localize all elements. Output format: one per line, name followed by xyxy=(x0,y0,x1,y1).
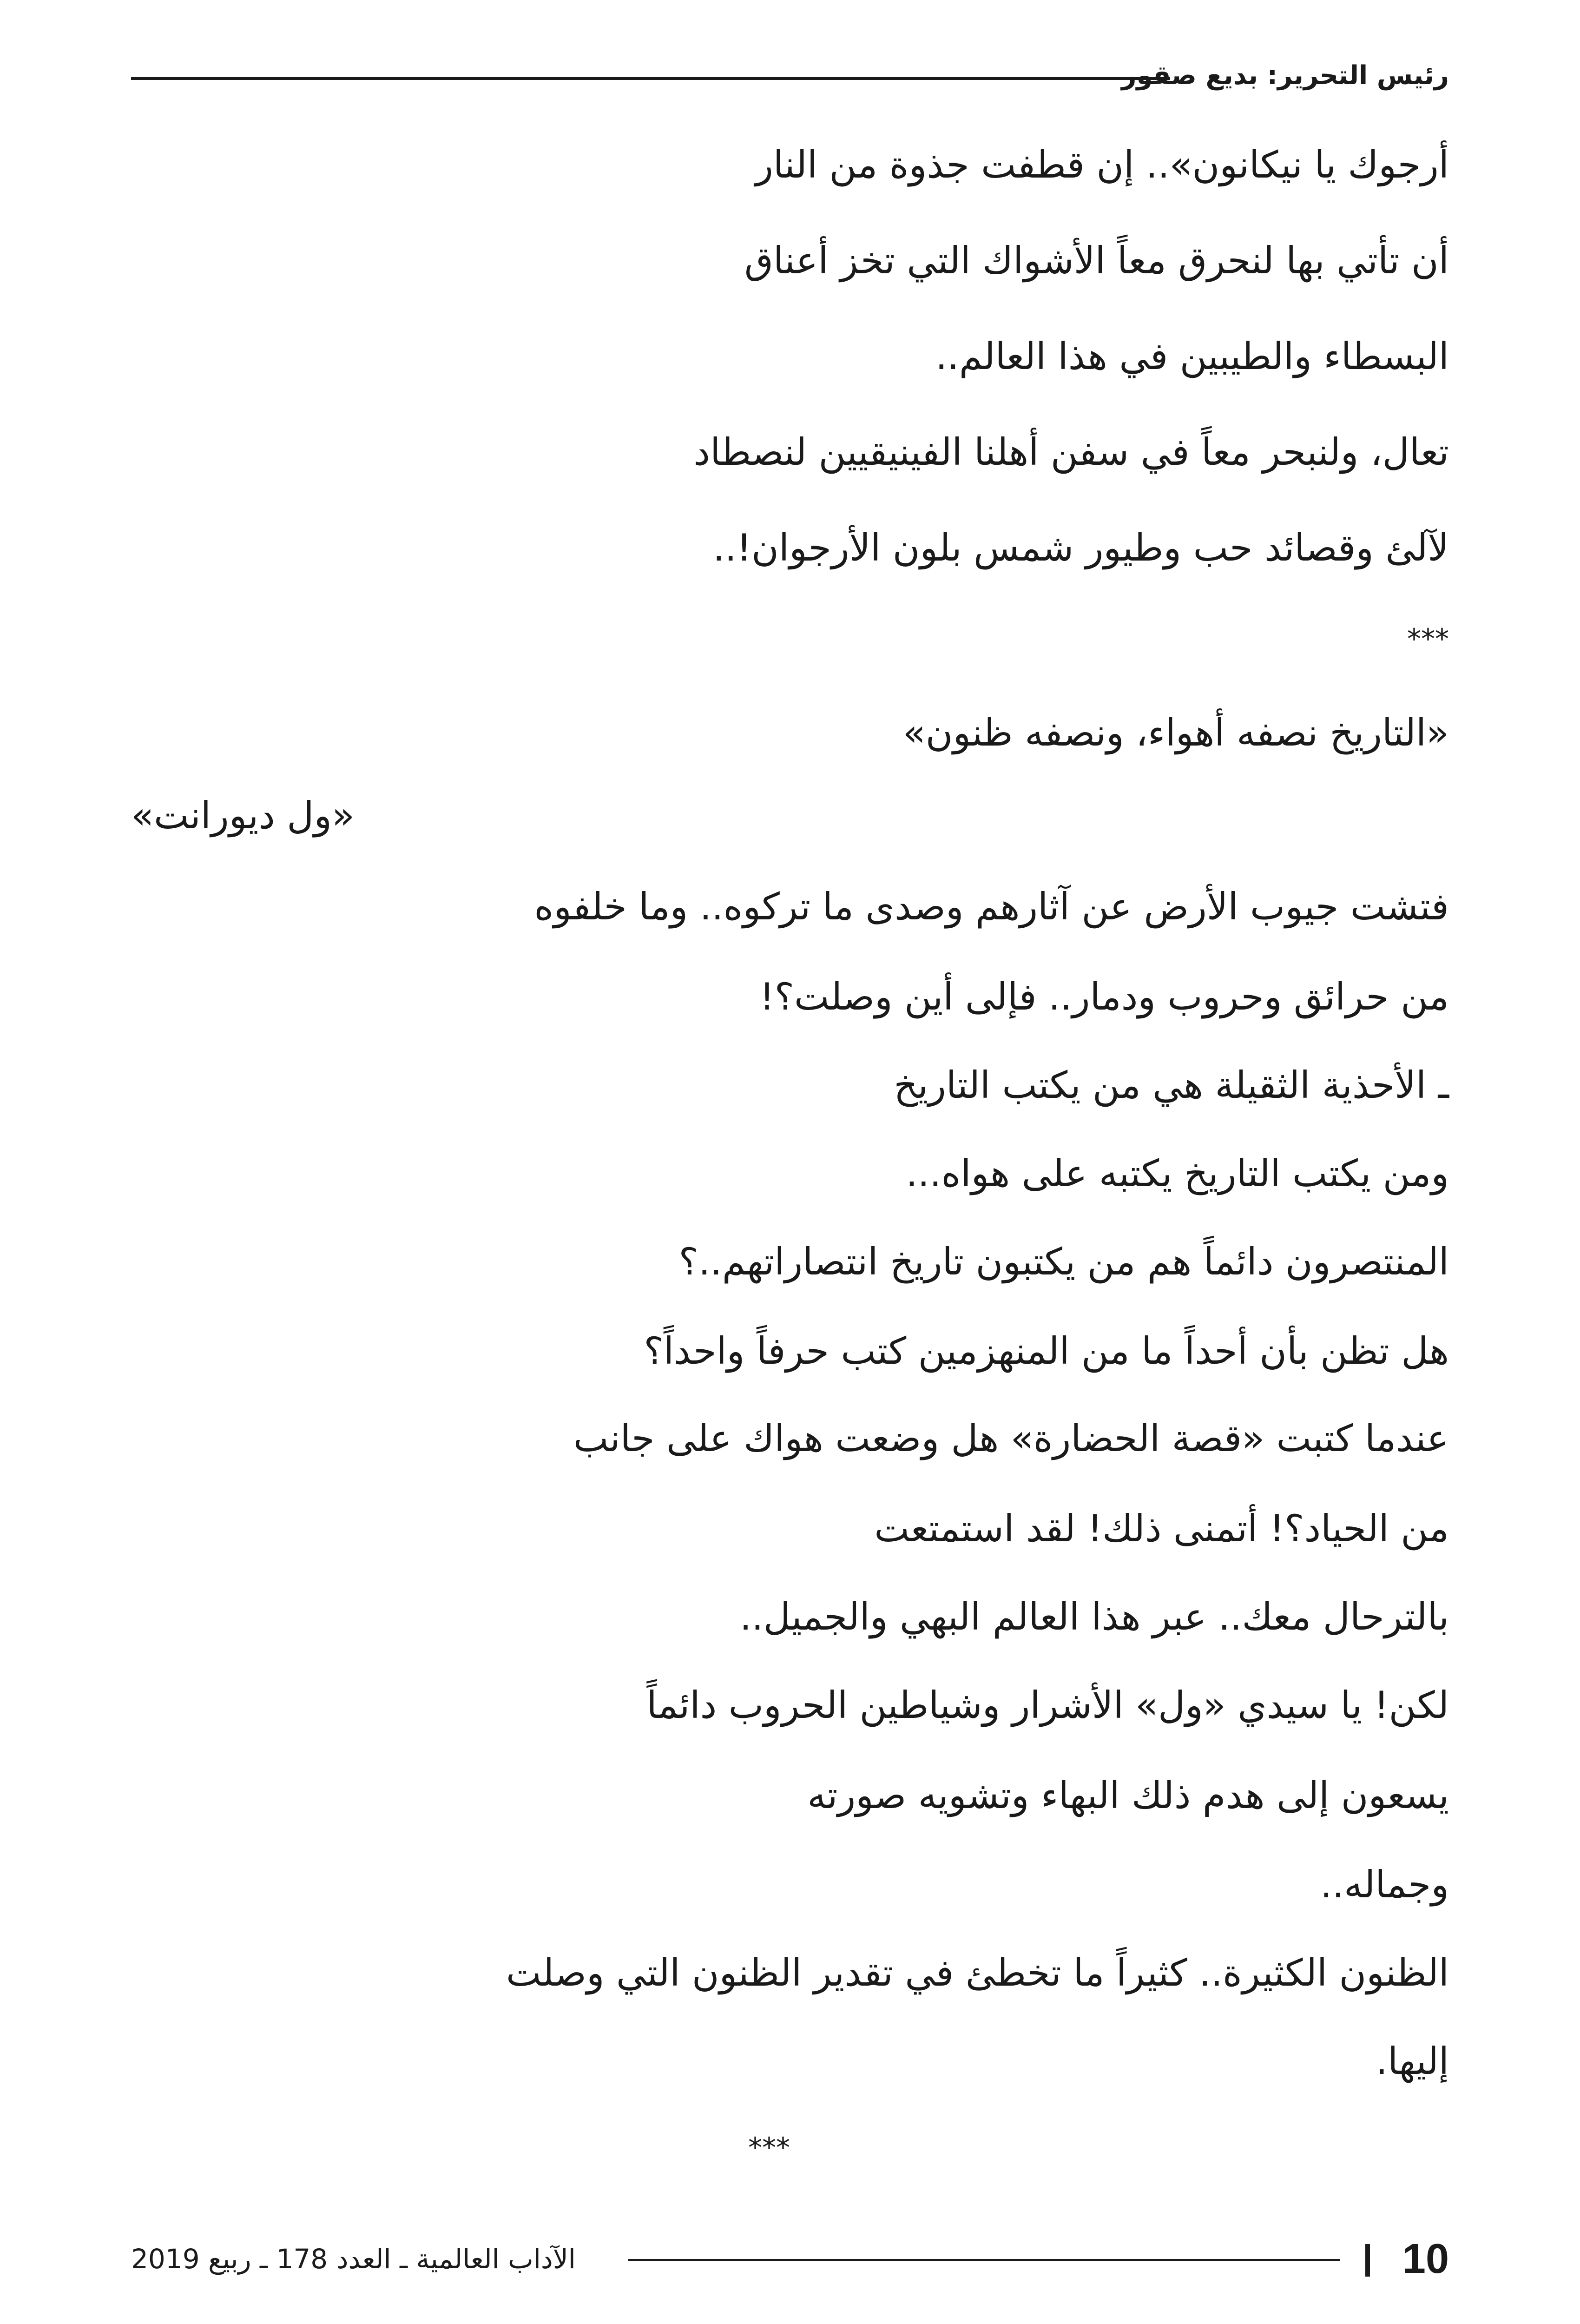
epigraph-quote: «التاريخ نصفه أهواء، ونصفه ظنون» xyxy=(902,711,1449,754)
footer-divider-bar xyxy=(1365,2244,1370,2277)
text-line: المنتصرون دائماً هم من يكتبون تاريخ انتصاراتهم..؟ xyxy=(678,1240,1449,1283)
text-line: بالترحال معك.. عبر هذا العالم البهي والجميل.. xyxy=(739,1595,1449,1638)
text-line: أرجوك يا نيكانون».. إن قطفت جذوة من النار xyxy=(755,143,1449,186)
text-line: من حرائق وحروب ودمار.. فإلى أين وصلت؟! xyxy=(759,975,1449,1018)
page-footer xyxy=(131,2231,1449,2287)
text-line: لآلئ وقصائد حب وطيور شمس بلون الأرجوان!.. xyxy=(713,526,1449,569)
text-line: ومن يكتب التاريخ يكتبه على هواه... xyxy=(906,1152,1449,1195)
text-line: لكن! يا سيدي «ول» الأشرار وشياطين الحروب دائماً xyxy=(646,1684,1449,1727)
journal-issue-label: الآداب العالمية ـ العدد 178 ـ ربيع 2019 xyxy=(131,2243,576,2275)
text-line: هل تظن بأن أحداً ما من المنهزمين كتب حرفاً واحداً؟ xyxy=(644,1329,1449,1373)
text-line: ـ الأحذية الثقيلة هي من يكتب التاريخ xyxy=(894,1063,1449,1107)
section-separator: *** xyxy=(1407,623,1449,655)
text-line: الظنون الكثيرة.. كثيراً ما تخطئ في تقدير الظنون التي وصلت xyxy=(506,1951,1449,1994)
text-line: يسعون إلى هدم ذلك البهاء وتشويه صورته xyxy=(807,1774,1449,1817)
text-line: من الحياد؟! أتمنى ذلك! لقد استمتعت xyxy=(874,1507,1449,1550)
section-separator: *** xyxy=(748,2132,790,2164)
text-line: تعال، ولنبحر معاً في سفن أهلنا الفينيقيين لنصطاد xyxy=(693,430,1449,474)
text-line: عندما كتبت «قصة الحضارة» هل وضعت هواك على جانب xyxy=(573,1417,1449,1460)
text-line: أن تأتي بها لنحرق معاً الأشواك التي تخز أعناق xyxy=(744,239,1449,282)
editor-in-chief-label: رئيس التحرير: بديع صقور xyxy=(1121,60,1449,91)
text-line: إليها. xyxy=(1376,2040,1449,2083)
text-line: البسطاء والطيبين في هذا العالم.. xyxy=(935,335,1449,378)
epigraph-author: «ول ديورانت» xyxy=(131,794,355,837)
text-line: فتشت جيوب الأرض عن آثارهم وصدى ما تركوه.. وما خلفوه xyxy=(534,885,1449,928)
footer-rule xyxy=(628,2259,1340,2261)
text-line: وجماله.. xyxy=(1320,1863,1449,1906)
page-number: 10 xyxy=(1402,2236,1449,2282)
